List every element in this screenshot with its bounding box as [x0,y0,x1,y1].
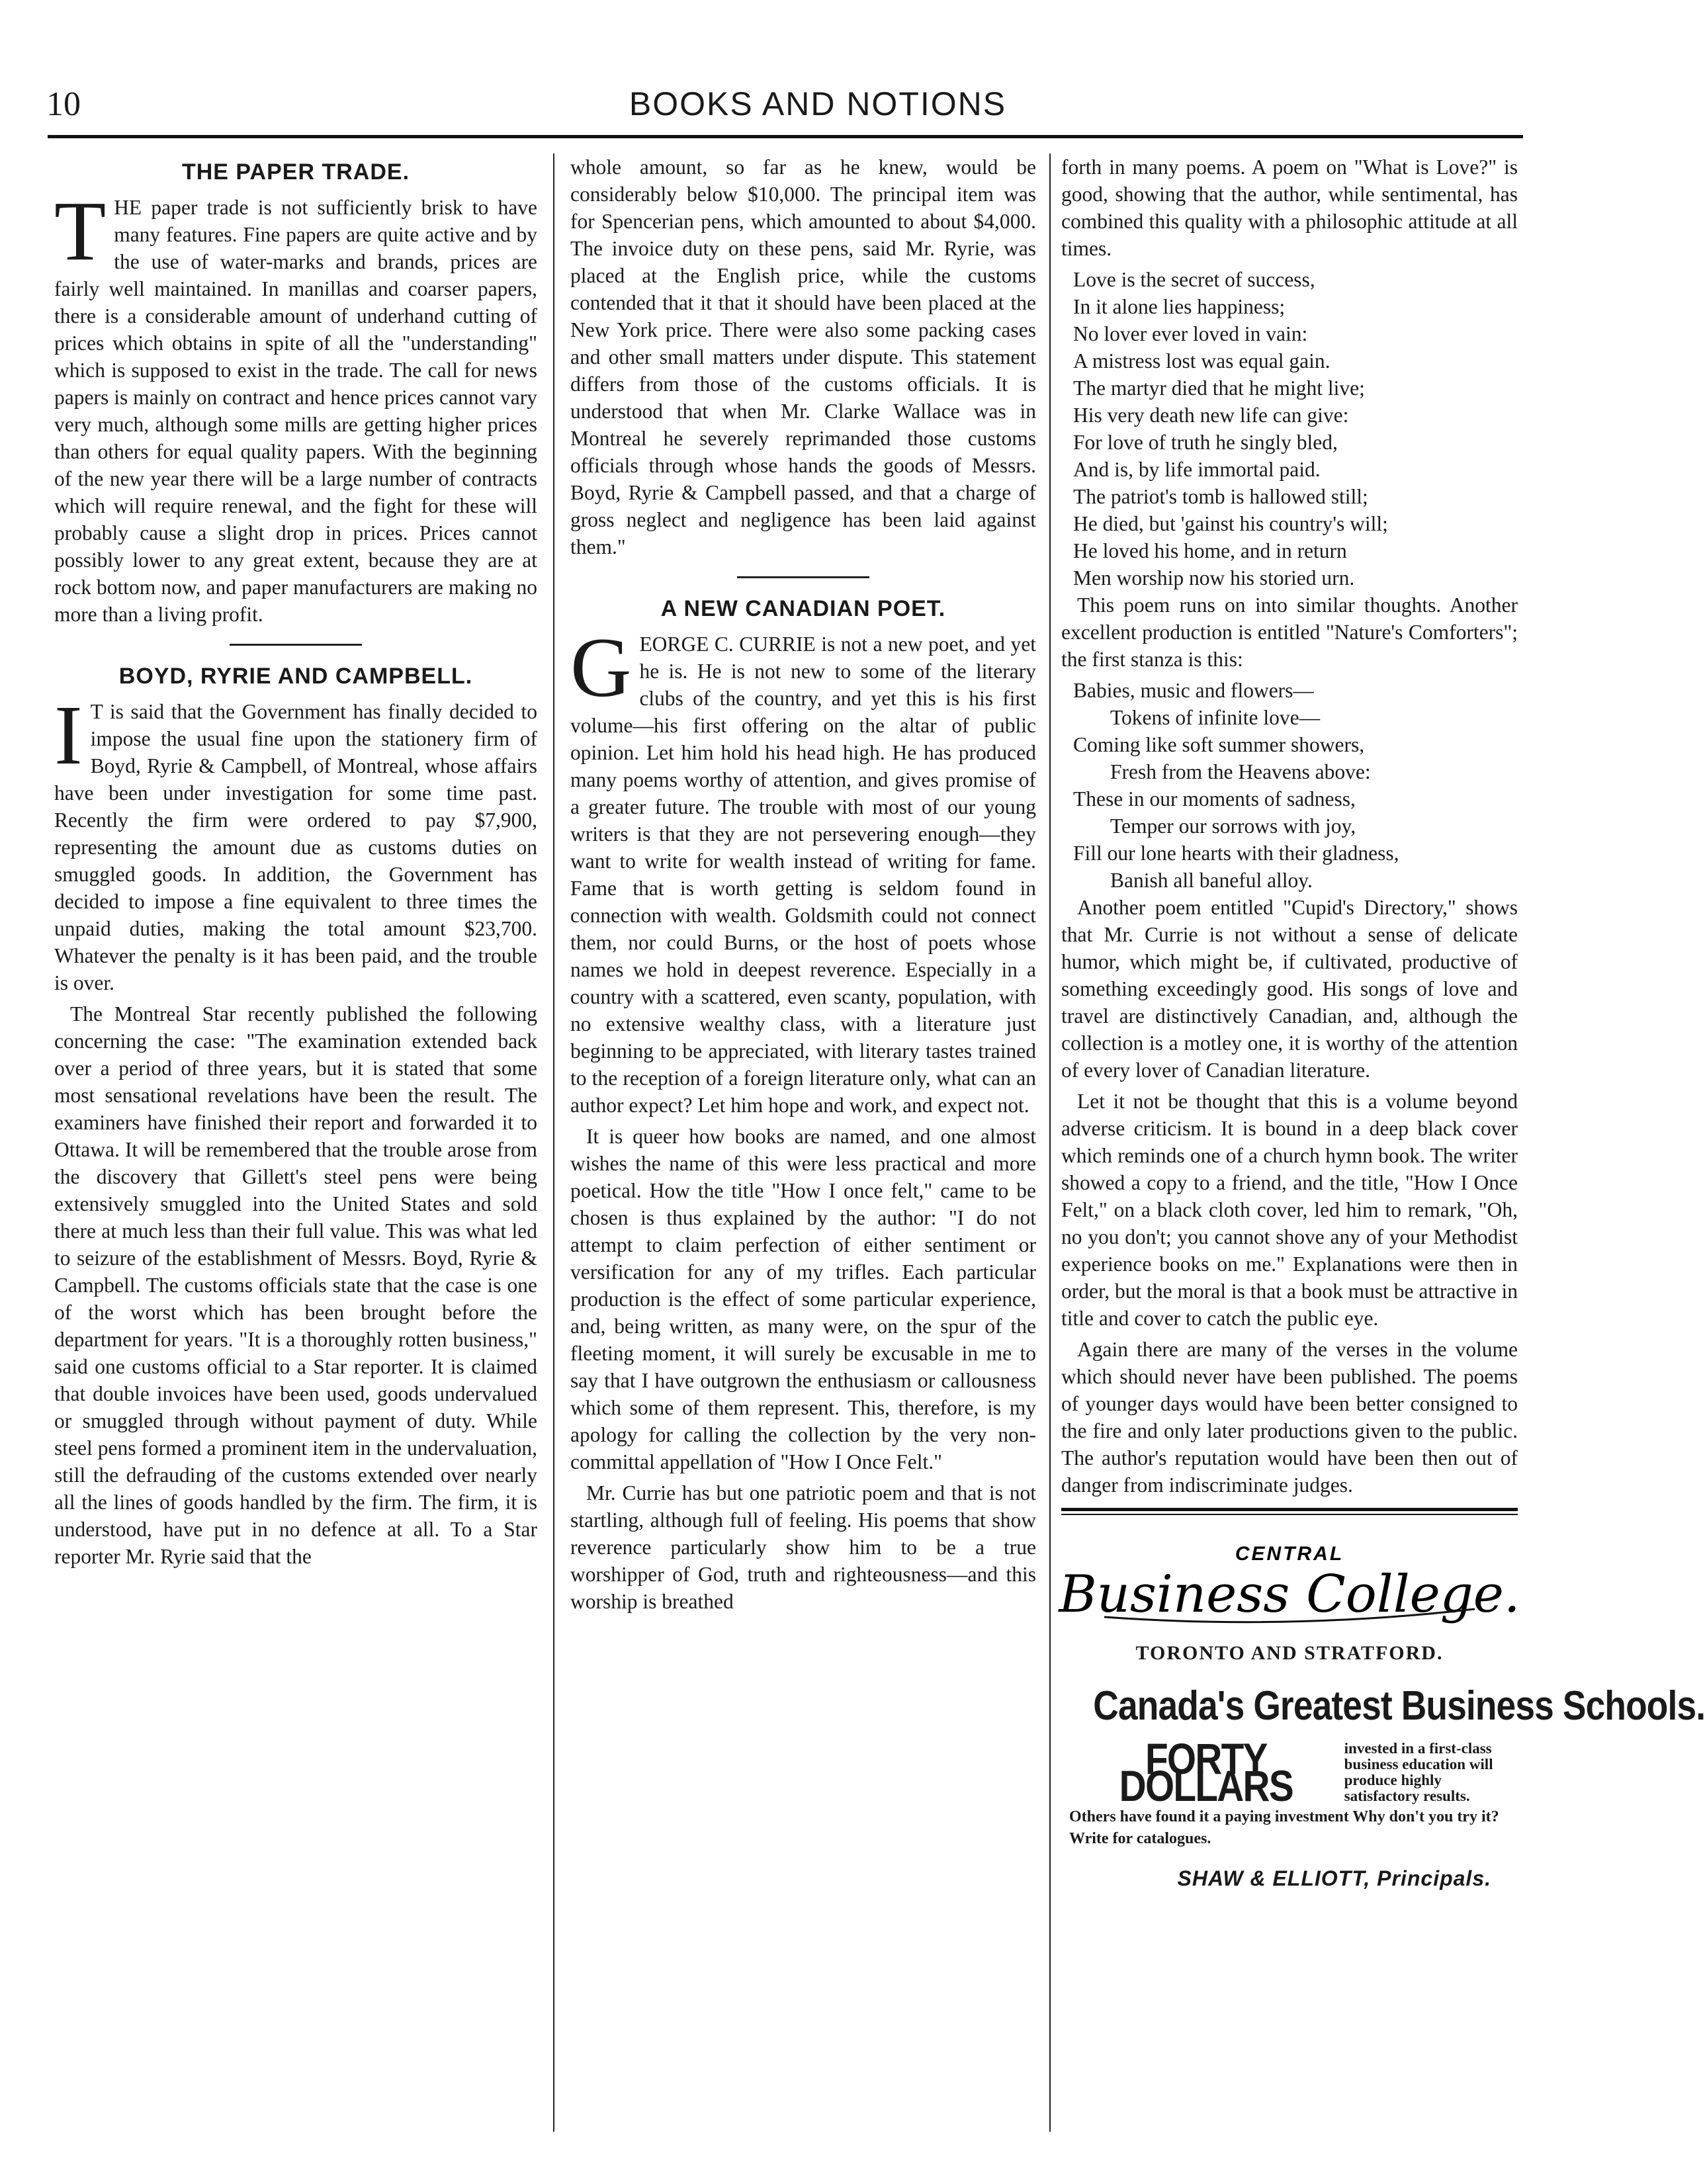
article-paragraph: Another poem entitled "Cupid's Directory," shows that Mr. Currie is not without a sense of delicate humor, which might be, if cultivated, productive of something exceedingly good. His songs of love and travel are distinctively Canadian, and, although the collection is a motley one, it is worthy of the attention of every lover of Canadian literature. [1061,896,1518,1082]
article-paragraph: Again there are many of the verses in the volume which should never have been published. The poems of younger days would have been better consigned to the fire and only later productions given to the public. The author's reputation would have been then out of danger from indiscriminate judges. [1061,1338,1518,1497]
article-heading-paper-trade: THE PAPER TRADE. [181,159,410,185]
verse-line: Fill our lone hearts with their gladness, [1073,842,1399,865]
price-note: invested in a first-class business education will produce highly satisfactory results. [1344,1740,1493,1804]
verse-line: In it alone lies happiness; [1073,295,1286,318]
section-separator [230,644,362,646]
article-paragraph: Mr. Currie has but one patriotic poem and that is not startling, although full of feeling. His poems that show reverence particularly show him to be a true worshipper of God, truth and righteousness—and this worship is breathed [570,1481,1036,1613]
verse-line: The patriot's tomb is hallowed still; [1073,485,1368,508]
article-paragraph [54,688,537,996]
college-logo [1061,1531,1518,1630]
logo-script-word: Business College. [1059,1565,1520,1624]
paragraph-text: HE paper trade is not sufficiently brisk to have many features. Fine papers are quite active and by the use of water-marks and brands, prices are fairly well maintained. In manillas and coarser papers, there is a considerable amount of underhand cutting of prices which obtains in spite of all the "understanding" which is supposed to exist in the trade. The call for news papers is mainly on contract and hence prices cannot vary very much, although some mills are getting higher prices than others for equal quality papers. With the beginning of the new year there will be a large number of contracts which will require renewal, and the fight for these will probably cause a slight drop in prices. Prices cannot possibly lower to any great extent, because they are at rock bottom now, and paper manufacturers are making no more than a living profit. [54,196,537,626]
paragraph-text: T is said that the Government has finally decided to impose the usual fine upon the stationery firm of Boyd, Ryrie & Campbell, of Montreal, whose affairs have been under investigation for some time past. Recently the firm were ordered to pay $7,900, representing the amount due as customs duties on smuggled goods. In addition, the Government has decided to impose a fine equivalent to three times the unpaid duties, making the total amount $23,700. Whatever the penalty is it has been paid, and the trouble is over. [54,700,537,994]
drop-cap: G [570,621,632,715]
verse-line: Banish all baneful alloy. [1110,869,1313,892]
verse-line: He loved his home, and in return [1073,539,1347,562]
column-2 [570,153,1036,1619]
article-paragraph: Let it not be thought that this is a volume beyond adverse criticism. It is bound in a deep black cover which reminds one of a church hymn book. The writer showed a copy to a friend, and the title, "How I Once Felt," on a black cloth cover, led him to remark, "Oh, no you don't; you cannot shove any of your Methodist experience books on me." Explanations were then in order, but the moral is that a book must be attractive in title and cover to catch the public eye. [1061,1090,1518,1330]
verse-line: Love is the secret of success, [1073,268,1315,291]
article-paragraph: The Montreal Star recently published the following concerning the case: "The examination extended back over a period of three years, but it is stated that some most sensational revelations have been the result. The examiners have finished their report and forwarded it to Ottawa. It will be remembered that the trouble arose from the discovery that Gillett's steel pens were being extensively smuggled into the United States and sold there at much less than their full value. This was what led to seizure of the establishment of Messrs. Boyd, Ryrie & Campbell. The customs officials state that the case is one of the worst which has been brought before the department for years. "It is a thoroughly rotten business," said one customs official to a Star reporter. It is claimed that double invoices have been used, goods undervalued or smuggled through without payment of duty. While steel pens formed a prominent item in the undervaluation, still the defrauding of the customs extended over nearly all the lines of goods handled by the firm. The firm, it is understood, have put in no defence at all. To a Star reporter Mr. Ryrie said that the [54,1002,537,1568]
verse-line: A mistress lost was equal gain. [1073,349,1331,372]
business-college-advertisement [1059,1515,1705,1892]
poem-natures-comforters [1061,677,1518,894]
column-divider [553,153,554,2132]
verse-line: Coming like soft summer showers, [1073,733,1365,756]
verse-line: Fresh from the Heavens above: [1110,760,1371,783]
column-divider [1049,153,1051,2132]
article-paragraph [54,184,537,628]
price-text: FORTY DOLLARS [1119,1734,1293,1810]
ad-line: Write for catalogues. [1069,1830,1211,1847]
column-3 [1059,153,1705,1892]
verse-line: His very death new life can give: [1073,404,1349,427]
verse-line: Babies, music and flowers— [1073,679,1314,702]
ad-line: Others have found it a paying investment Why don't you try it? [1069,1808,1499,1825]
publication-title: BOOKS AND NOTIONS [629,85,1007,122]
poem-what-is-love [1061,266,1518,591]
verse-line: For love of truth he singly bled, [1073,431,1338,454]
ad-headline: Canada's Greatest Business Schools. [1093,1683,1705,1729]
section-separator [737,576,869,578]
college-logo-lettering [1059,1531,1520,1630]
verse-line: He died, but 'gainst his country's will; [1073,512,1388,535]
article-paragraph: whole amount, so far as he knew, would be considerably below $10,000. The principal item was for Spencerian pens, which amounted to about $4,000. The invoice duty on these pens, said Mr. Ryrie, was placed at the English price, while the customs contended that it that it should have been placed at the New York price. There were also some packing cases and other small matters under dispute. This statement differs from those of the customs officials. It is understood that when Mr. Clarke Wallace was in Montreal he severely reprimanded those customs officials through whose hands the goods of Messrs. Boyd, Ryrie & Campbell passed, and that a charge of gross neglect and negligence has been laid against them." [570,155,1036,558]
verse-line: The martyr died that he might live; [1073,376,1365,400]
verse-line: Temper our sorrows with joy, [1110,814,1356,838]
column-1 [54,153,537,1574]
verse-line: These in our moments of sadness, [1073,787,1356,810]
verse-line: And is, by life immortal paid. [1073,458,1321,481]
header-rule [48,135,1523,138]
article-paragraph: It is queer how books are named, and one almost wishes the name of this were less practical and more poetical. How the title "How I once felt," came to be chosen is thus explained by the author: "I do not attempt to claim perfection of either sentiment or versification for any of my trifles. Each particular production is the effect of some particular experience, and, being written, as many were, on the spur of the fleeting moment, it will surely be excusable in me to say that I have outgrown the enthusiasm or callousness which some of them represent. This, therefore, is my apology for calling the collection by the very non-committal appellation of "How I Once Felt." [570,1125,1036,1473]
price-row [1061,1734,1518,1810]
article-paragraph [570,621,1036,1119]
verse-line: Men worship now his storied urn. [1073,566,1355,590]
logo-small-word: CENTRAL [1235,1543,1344,1565]
advertisement-rule [1061,1508,1518,1515]
paragraph-text: EORGE C. CURRIE is not a new poet, and yet he is. He is not new to some of the literary clubs of the country, and yet this is his first volume—his first offering on the altar of public opinion. Let him hold his head high. He has produced many poems worthy of attention, and gives promise of a greater future. The trouble with most of our young writers is that they are not persevering enough—they want to write for wealth instead of writing for fame. Fame that is worth getting is seldom found in connection with wealth. Goldsmith could not connect them, nor could Burns, or the host of poets whose names we hold in deepest reverence. Especially in a country with a scattered, even scanty, population, with no extensive wealthy class, with a literature just beginning to be appreciated, with literary tastes trained to the reception of a foreign literature only, what can an author expect? Let him hope and work, and expect not. [570,633,1036,1117]
article-paragraph: forth in many poems. A poem on "What is Love?" is good, showing that the author, while sentimental, has combined this quality with a philosophic attitude at all times. [1061,155,1518,260]
ad-principals: SHAW & ELLIOTT, Principals. [1177,1866,1491,1890]
drop-cap: I [54,688,83,782]
college-locations: TORONTO AND STRATFORD. [1135,1642,1444,1664]
article-heading-boyd: BOYD, RYRIE AND CAMPBELL. [118,664,473,689]
verse-line: No lover ever loved in vain: [1073,322,1308,345]
drop-cap: T [54,184,107,278]
verse-line: Tokens of infinite love— [1110,706,1321,729]
article-heading-poet: A NEW CANADIAN POET. [660,596,946,621]
page-number: 10 [46,85,81,123]
article-paragraph: This poem runs on into similar thoughts. Another excellent production is entitled "Nature's Comforters"; the first stanza is this: [1061,593,1518,671]
